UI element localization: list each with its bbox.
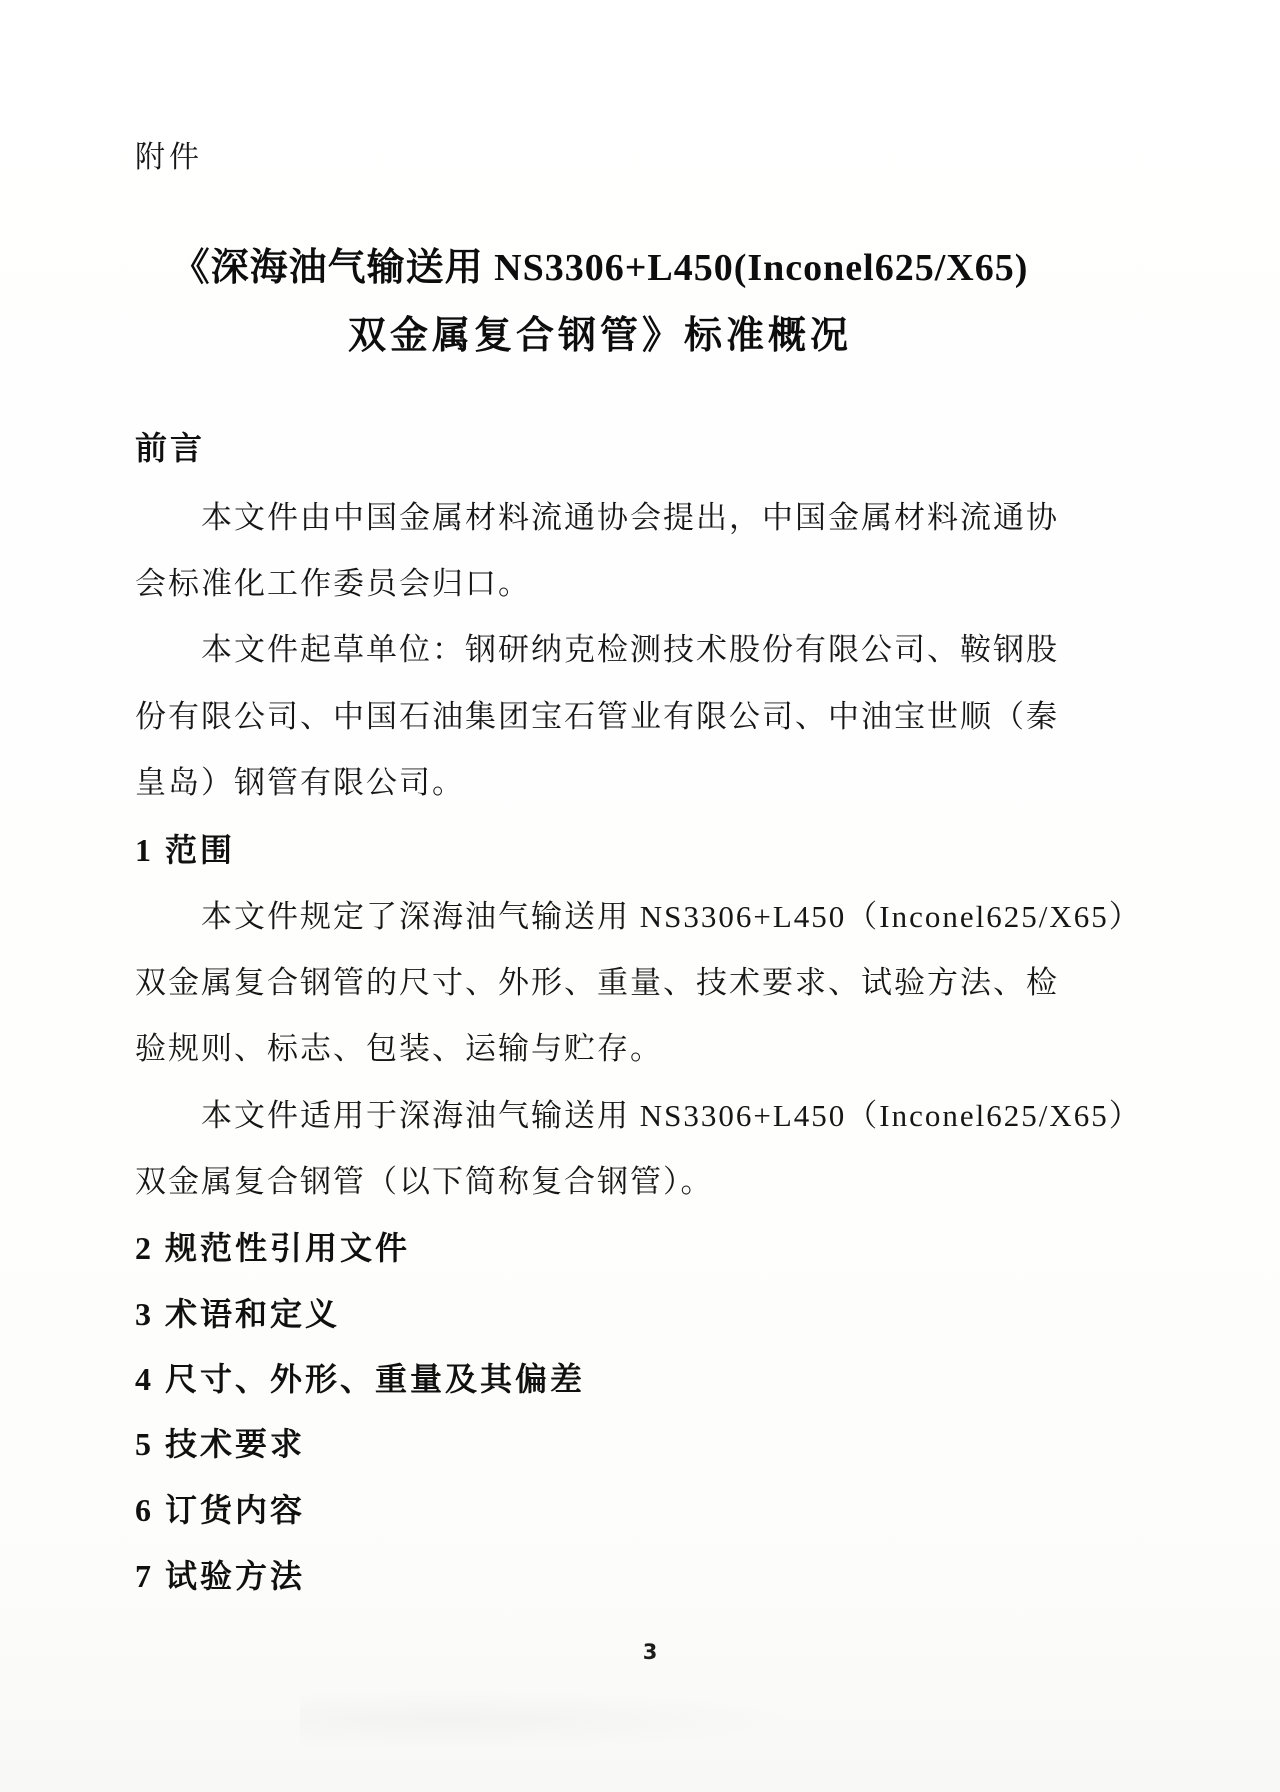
scope-paragraph-1-line-3: 验规则、标志、包装、运输与贮存。: [135, 1031, 663, 1066]
document-title-line-1: 《深海油气输送用 NS3306+L450(Inconel625/X65): [171, 247, 1029, 289]
scope-paragraph-2-line-2: 双金属复合钢管（以下简称复合钢管）。: [135, 1164, 714, 1199]
section-heading-4: 4 尺寸、外形、重量及其偏差: [135, 1361, 586, 1397]
foreword-paragraph-2-line-1: 本文件起草单位：钢研纳克检测技术股份有限公司、鞍钢股: [201, 632, 1059, 667]
scope-paragraph-1-line-1: 本文件规定了深海油气输送用 NS3306+L450（Inconel625/X65）: [201, 899, 1142, 934]
section-heading-3: 3 术语和定义: [135, 1296, 341, 1332]
scope-paragraph-1-line-2: 双金属复合钢管的尺寸、外形、重量、技术要求、试验方法、检: [135, 965, 1059, 1000]
foreword-heading: 前言: [135, 430, 206, 466]
section-heading-7: 7 试验方法: [135, 1558, 306, 1594]
section-heading-2: 2 规范性引用文件: [135, 1230, 411, 1266]
foreword-paragraph-2-line-2: 份有限公司、中国石油集团宝石管业有限公司、中油宝世顺（秦: [135, 699, 1059, 734]
document-title-line-2: 双金属复合钢管》标准概况: [347, 315, 852, 357]
foreword-paragraph-1-line-1: 本文件由中国金属材料流通协会提出，中国金属材料流通协: [201, 500, 1059, 535]
attachment-label: 附件: [135, 141, 203, 174]
scan-artifact: [300, 1690, 800, 1750]
scope-paragraph-2-line-1: 本文件适用于深海油气输送用 NS3306+L450（Inconel625/X65）: [201, 1098, 1142, 1133]
section-heading-6: 6 订货内容: [135, 1492, 306, 1528]
section-heading-5: 5 技术要求: [135, 1426, 306, 1462]
foreword-paragraph-1-line-2: 会标准化工作委员会归口。: [135, 566, 531, 601]
scope-heading: 1 范围: [135, 832, 236, 868]
page-number: 3: [642, 1640, 658, 1664]
foreword-paragraph-2-line-3: 皇岛）钢管有限公司。: [135, 765, 465, 800]
